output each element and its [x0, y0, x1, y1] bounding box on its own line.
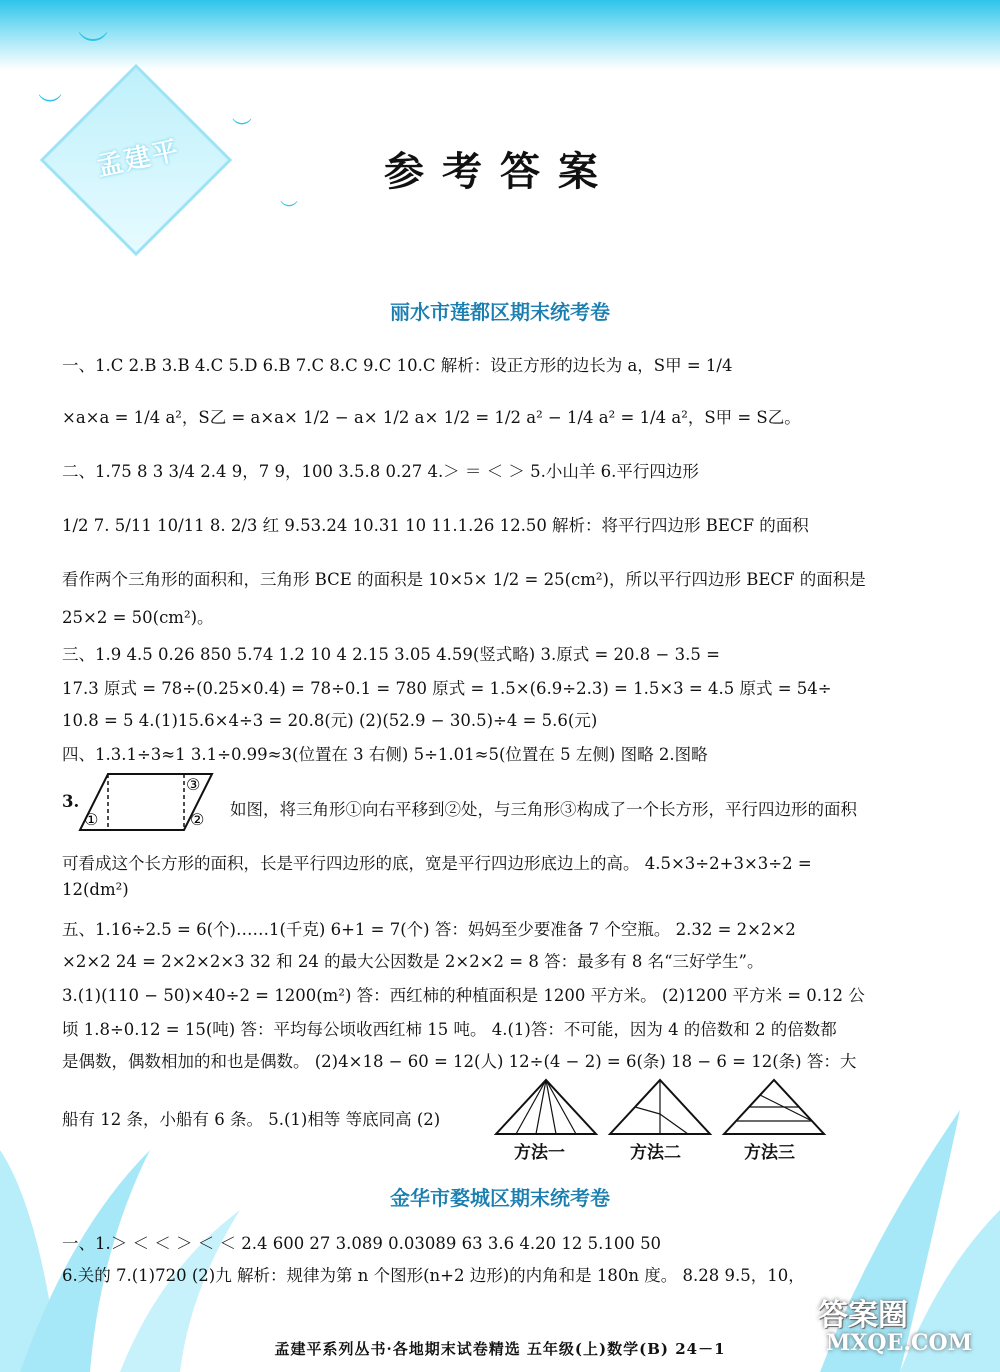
section-title-jinhua: 金华市婺城区期末统考卷	[390, 1186, 610, 1210]
bird-icon: ︶	[280, 200, 298, 221]
answer-line: 看作两个三角形的面积和，三角形 BCE 的面积是 10×5× 1/2 = 25(cm²)，所以平行四边形 BECF 的面积是	[62, 570, 866, 589]
answer-line: ×2×2 24 = 2×2×2×3 32 和 24 的最大公因数是 2×2×2 = 8 答：最多有 8 名“三好学生”。	[62, 952, 764, 971]
circle-label-2: ②	[190, 810, 205, 829]
triangle-method-1	[496, 1080, 596, 1134]
answer-line: 顷 1.8÷0.12 = 15(吨) 答：平均每公顷收西红柿 15 吨。 4.(1)答：不可能，因为 4 的倍数和 2 的倍数都	[62, 1020, 837, 1039]
answer-line: ×a×a = 1/4 a²，S乙 = a×a× 1/2 − a× 1/2 a× 1/2 = 1/2 a² − 1/4 a² = 1/4 a²，S甲 = S乙。	[62, 408, 801, 427]
answer-line: 三、1.9 4.5 0.26 850 5.74 1.2 10 4 2.15 3.05 4.59(竖式略) 3.原式 = 20.8 − 3.5 =	[62, 645, 720, 664]
answer-line: 五、1.16÷2.5 = 6(个)……1(千克) 6+1 = 7(个) 答：妈妈至少要准备 7 个空瓶。 2.32 = 2×2×2	[62, 920, 796, 939]
bird-icon: ︶	[232, 116, 252, 140]
page-footer: 孟建平系列丛书·各地期末试卷精选 五年级(上)数学(B) 24－1	[274, 1340, 726, 1358]
answer-line: 12(dm²)	[62, 880, 129, 899]
top-decorative-band	[0, 0, 1000, 70]
answer-line: 如图，将三角形①向右平移到②处，与三角形③构成了一个长方形，平行四边形的面积	[230, 800, 857, 819]
answer-line: 10.8 = 5 4.(1)15.6×4÷3 = 20.8(元) (2)(52.9 − 30.5)÷4 = 5.6(元)	[62, 711, 598, 730]
triangle-methods-figure	[494, 1078, 834, 1138]
circle-label-1: ①	[84, 810, 99, 829]
answer-line: 6.关的 7.(1)720 (2)九 解析：规律为第 n 个图形(n+2 边形)的内角和是 180n 度。 8.28 9.5，10，	[62, 1266, 805, 1285]
watermark-url: MXQE.COM	[826, 1330, 973, 1356]
answer-line: 四、1.3.1÷3≈1 3.1÷0.99≈3(位置在 3 右侧) 5÷1.01≈5(位置在 5 左侧) 图略 2.图略	[62, 745, 708, 764]
triangle-caption-1: 方法一	[514, 1143, 565, 1163]
answer-line: 一、1.C 2.B 3.B 4.C 5.D 6.B 7.C 8.C 9.C 10.C 解析：设正方形的边长为 a，S甲 = 1/4	[62, 356, 733, 375]
parallelogram-figure	[78, 770, 218, 834]
answer-line: 二、1.75 8 3 3/4 2.4 9，7 9，100 3.5.8 0.27 4.＞ ＝ ＜ ＞ 5.小山羊 6.平行四边形	[62, 462, 699, 481]
answer-line: 17.3 原式 = 78÷(0.25×0.4) = 78÷0.1 = 780 原式 = 1.5×(6.9÷2.3) = 1.5×3 = 4.5 原式 = 54÷	[62, 679, 832, 698]
bird-icon: ︶	[78, 30, 108, 65]
section-title-lishui: 丽水市莲都区期末统考卷	[390, 300, 610, 324]
answer-line: 一、1.＞ ＜ ＜ ＞ ＜ ＜ 2.4 600 27 3.089 0.03089 63 3.6 4.20 12 5.100 50	[62, 1234, 662, 1253]
watermark-logo: 答案圈	[818, 1298, 908, 1333]
publisher-logo-text: 孟建平	[94, 135, 183, 183]
answer-line: 25×2 = 50(cm²)。	[62, 608, 214, 627]
triangle-caption-3: 方法三	[744, 1143, 795, 1163]
answer-line: 可看成这个长方形的面积，长是平行四边形的底，宽是平行四边形底边上的高。 4.5×3÷2+3×3÷2 =	[62, 854, 812, 873]
answer-line: 是偶数，偶数相加的和也是偶数。 (2)4×18 − 60 = 12(人) 12÷(4 − 2) = 6(条) 18 − 6 = 12(条) 答：大	[62, 1052, 857, 1071]
page-title: 参考答案	[384, 148, 616, 195]
answer-line: 3.(1)(110 − 50)×40÷2 = 1200(m²) 答：西红柿的种植面积是 1200 平方米。 (2)1200 平方米 = 0.12 公	[62, 986, 865, 1005]
question-number: 3.	[62, 792, 80, 811]
answer-line: 1/2 7. 5/11 10/11 8. 2/3 红 9.53.24 10.31 10 11.1.2̇6 12.50 解析：将平行四边形 BECF 的面积	[62, 516, 809, 535]
bird-icon: ︶	[38, 92, 62, 120]
circle-label-3: ③	[186, 775, 201, 794]
answer-line: 船有 12 条，小船有 6 条。 5.(1)相等 等底同高 (2)	[62, 1110, 441, 1129]
triangle-caption-2: 方法二	[630, 1143, 681, 1163]
